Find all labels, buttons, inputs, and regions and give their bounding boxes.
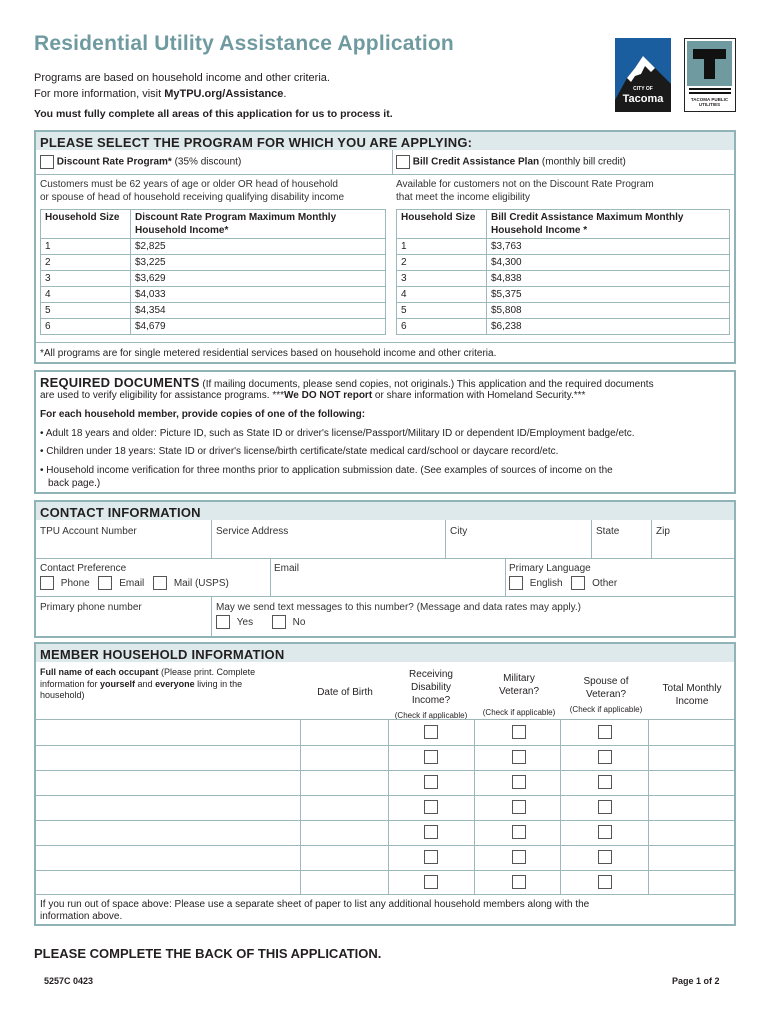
date-of-birth-field[interactable] xyxy=(301,871,388,895)
english-checkbox[interactable] xyxy=(509,576,523,590)
assistance-link[interactable]: MyTPU.org/Assistance xyxy=(164,88,284,100)
spouse-of-veteran-checkbox[interactable] xyxy=(598,775,612,789)
date-of-birth-field[interactable] xyxy=(301,746,388,770)
monthly-income-field[interactable] xyxy=(649,871,734,895)
documents-heading: REQUIRED DOCUMENTS xyxy=(40,375,200,390)
program-heading: PLEASE SELECT THE PROGRAM FOR WHICH YOU ARE APPLYING: xyxy=(40,135,473,150)
t-letter-icon xyxy=(687,41,732,86)
monthly-income-field[interactable] xyxy=(649,721,734,745)
occupant-name-field[interactable] xyxy=(36,721,300,745)
discount-rate-income-table: Household Size Discount Rate Program Maximum Monthly Household Income* 1 $2,825 2 $3,225 3 $3,629 4 $4,033 5 $4,354 6 $4,679 xyxy=(40,209,386,335)
veteran-checkbox[interactable] xyxy=(512,800,526,814)
state-field[interactable] xyxy=(592,520,652,558)
monthly-income-field[interactable] xyxy=(649,746,734,770)
primary-phone-field[interactable] xyxy=(36,597,212,636)
table-row: 1 $2,825 xyxy=(41,239,386,255)
veteran-checkbox[interactable] xyxy=(512,775,526,789)
monthly-income-field[interactable] xyxy=(649,846,734,870)
bill-credit-income-table: Household Size Bill Credit Assistance Maximum Monthly Household Income * 1 $3,763 2 $4,300 3 $4,838 4 $5,375 5 $5,808 6 $6,238 xyxy=(396,209,730,335)
table-row: 1 $3,763 xyxy=(397,239,730,255)
mail-preference-checkbox[interactable] xyxy=(153,576,167,590)
program-selection-section: PLEASE SELECT THE PROGRAM FOR WHICH YOU ARE APPLYING: Discount Rate Program* (35% discount) Bill Credit Assistance Plan (monthly bill credit) Customers must be 62 years of age or older OR head of household or spouse of head of household receiving qualifying disability income Available for customers not on the Discount Rate Program that meet the income eligibility Household Size Discount Rate Program Maximum Monthly Household Income* 1 $2,825 2 $3,225 3 $3,629 4 $4,033 5 $4,354 6 $4,679 Household Size Bill Credit Assistance Maximum Monthly Household Income * 1 $3,763 2 $4,300 3 $4,838 4 $5,375 5 $5,808 6 $6,238 *All programs are for single metered residential services based on household income and other criteria. xyxy=(34,130,736,364)
table-row: 3 $4,838 xyxy=(397,271,730,287)
monthly-income-field[interactable] xyxy=(649,821,734,845)
disability-checkbox[interactable] xyxy=(424,750,438,764)
overflow-note: If you run out of space above: Please use a separate sheet of paper to list any additional household members along with the information above. xyxy=(40,899,590,922)
table-row: 5 $4,354 xyxy=(41,303,386,319)
monthly-income-field[interactable] xyxy=(649,771,734,795)
discount-rate-checkbox[interactable] xyxy=(40,155,54,169)
contact-heading: CONTACT INFORMATION xyxy=(40,505,201,520)
veteran-checkbox[interactable] xyxy=(512,825,526,839)
disability-checkbox[interactable] xyxy=(424,800,438,814)
occupant-name-field[interactable] xyxy=(36,771,300,795)
date-of-birth-field[interactable] xyxy=(301,821,388,845)
required-documents-section: REQUIRED DOCUMENTS (If mailing documents, please send copies, not originals.) This application and the required documents are used to verify eligibility for assistance programs. ***We DO NOT report or share information with Homeland Security.*** For each household member, provide copies of one of the following: • Adult 18 years and older: Picture ID, such as State ID or driver's license/Passport/Military ID or dependent ID/Employment badge/etc. • Children under 18 years: State ID or driver's license/birth certificate/state medical card/school or daycare record/etc. • Household income verification for three months prior to application submission date. (See examples of sources of income on the back page.) xyxy=(34,370,736,494)
household-section: MEMBER HOUSEHOLD INFORMATION Full name of each occupant (Please print. Complete information for yourself and everyone living in the household) Date of Birth Receiving Disability Income? (Check if applicable) Military Veteran? (Check if applicable) Spouse of Veteran? (Check if applicable) Total Monthly Income If you run out of space above: Please use a separate sheet of paper to list any additional household members along with the information above. xyxy=(34,642,736,926)
disability-checkbox[interactable] xyxy=(424,875,438,889)
table-row: 4 $4,033 xyxy=(41,287,386,303)
email-field[interactable] xyxy=(271,559,505,596)
veteran-checkbox[interactable] xyxy=(512,750,526,764)
service-address-field[interactable] xyxy=(212,520,446,558)
spouse-of-veteran-checkbox[interactable] xyxy=(598,800,612,814)
veteran-checkbox[interactable] xyxy=(512,850,526,864)
other-language-checkbox[interactable] xyxy=(571,576,585,590)
table-row: 2 $3,225 xyxy=(41,255,386,271)
contact-information-section: CONTACT INFORMATION TPU Account Number Service Address City State Zip Contact Preference Phone Email Mail (USPS) Email Primary Language English Other Primary phone number May we send text messages to this number? (Message and data rates may apply.) Yes No xyxy=(34,500,736,638)
city-field[interactable] xyxy=(446,520,592,558)
table-row: 2 $4,300 xyxy=(397,255,730,271)
occupant-name-field[interactable] xyxy=(36,846,300,870)
table-row: 6 $4,679 xyxy=(41,319,386,335)
occupant-name-field[interactable] xyxy=(36,746,300,770)
text-no-checkbox[interactable] xyxy=(272,615,286,629)
zip-field[interactable] xyxy=(652,520,734,558)
disability-checkbox[interactable] xyxy=(424,725,438,739)
table-row: 3 $3,629 xyxy=(41,271,386,287)
occupant-name-field[interactable] xyxy=(36,796,300,820)
spouse-of-veteran-checkbox[interactable] xyxy=(598,875,612,889)
disability-checkbox[interactable] xyxy=(424,775,438,789)
table-row: 6 $6,238 xyxy=(397,319,730,335)
bill-credit-description: Available for customers not on the Discount Rate Program that meet the income eligibility xyxy=(396,179,654,203)
account-number-field[interactable] xyxy=(36,520,212,558)
text-yes-checkbox[interactable] xyxy=(216,615,230,629)
table-row: 5 $5,808 xyxy=(397,303,730,319)
must-complete-note: You must fully complete all areas of this application for us to process it. xyxy=(34,108,393,120)
spouse-of-veteran-checkbox[interactable] xyxy=(598,825,612,839)
disability-checkbox[interactable] xyxy=(424,825,438,839)
intro-text: Programs are based on household income and other criteria. For more information, visit MyTPU.org/Assistance. xyxy=(34,72,330,100)
program-footnote: *All programs are for single metered residential services based on household income and other criteria. xyxy=(40,348,497,359)
monthly-income-field[interactable] xyxy=(649,796,734,820)
form-code: 5257C 0423 xyxy=(44,976,94,986)
table-row: 4 $5,375 xyxy=(397,287,730,303)
occupant-name-field[interactable] xyxy=(36,821,300,845)
occupant-name-field[interactable] xyxy=(36,871,300,895)
date-of-birth-field[interactable] xyxy=(301,771,388,795)
veteran-checkbox[interactable] xyxy=(512,725,526,739)
back-page-note: PLEASE COMPLETE THE BACK OF THIS APPLICATION. xyxy=(34,946,382,961)
spouse-of-veteran-checkbox[interactable] xyxy=(598,850,612,864)
household-members-grid xyxy=(36,719,734,895)
date-of-birth-field[interactable] xyxy=(301,796,388,820)
discount-rate-description: Customers must be 62 years of age or older OR head of household or spouse of head of household receiving qualifying disability income xyxy=(40,179,345,203)
phone-preference-checkbox[interactable] xyxy=(40,576,54,590)
spouse-of-veteran-checkbox[interactable] xyxy=(598,725,612,739)
spouse-of-veteran-checkbox[interactable] xyxy=(598,750,612,764)
page-number: Page 1 of 2 xyxy=(672,976,720,986)
household-heading: MEMBER HOUSEHOLD INFORMATION xyxy=(40,647,285,662)
page-title: Residential Utility Assistance Application xyxy=(34,32,454,55)
tacoma-public-utilities-logo: TACOMA PUBLIC UTILITIES xyxy=(684,38,736,112)
bill-credit-checkbox[interactable] xyxy=(396,155,410,169)
disability-checkbox[interactable] xyxy=(424,850,438,864)
date-of-birth-field[interactable] xyxy=(301,846,388,870)
date-of-birth-field[interactable] xyxy=(301,721,388,745)
email-preference-checkbox[interactable] xyxy=(98,576,112,590)
veteran-checkbox[interactable] xyxy=(512,875,526,889)
occupant-name-header: Full name of each occupant (Please print. Complete information for yourself and everyone living in the household) xyxy=(40,667,256,700)
city-of-tacoma-logo: CITY OF Tacoma xyxy=(615,38,671,112)
